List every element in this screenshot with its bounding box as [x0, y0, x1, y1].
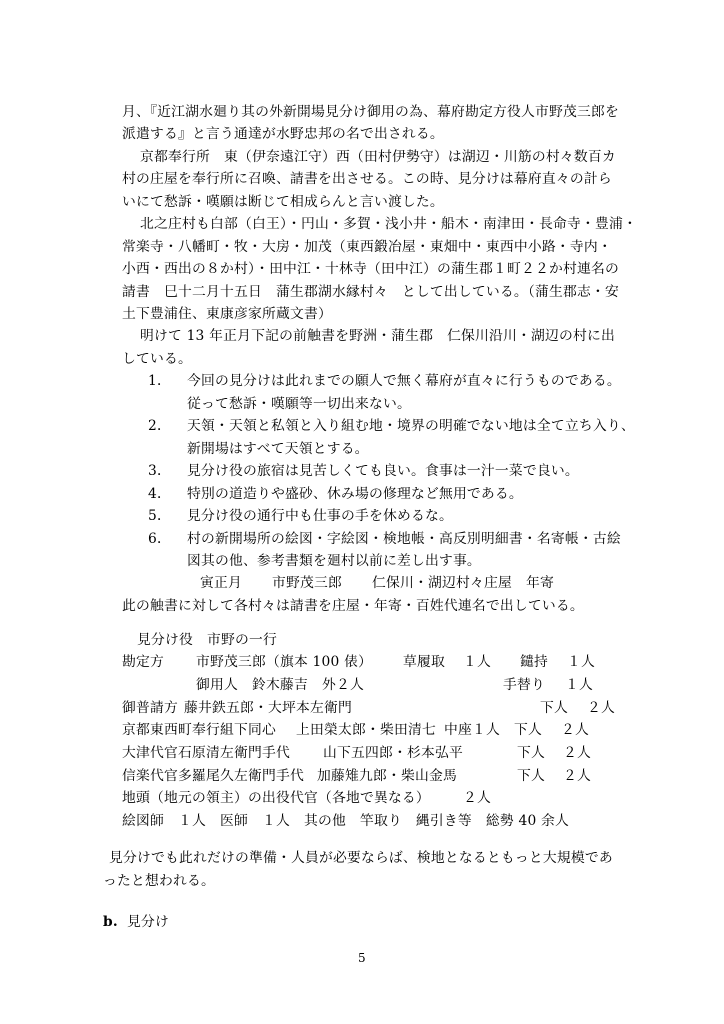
attendant-count: ２人 — [563, 768, 591, 784]
signature-sender: 市野茂三郎 — [272, 575, 342, 591]
text-line: ったと想われる。 — [103, 873, 215, 889]
notice-item-text: 今回の見分けは此れまでの願人で無く幕府が直々に行うものである。 — [187, 373, 621, 389]
text-line: 土下豊浦住、東康彦家所蔵文書） — [122, 306, 332, 322]
notice-item-text: 図其の他、参考書類を廻村以前に差し出す事。 — [187, 553, 481, 569]
party-members: 藤井鉄五郎・大坪本左衛門 — [184, 700, 352, 716]
text-line: 派遣する』と言う通達が水野忠邦の名で出される。 — [122, 126, 444, 142]
party-members: 御用人 鈴木藤吉 外２人 — [196, 677, 364, 693]
attendant-label: 下人 — [514, 722, 542, 738]
attendant-count: １人 — [567, 654, 595, 670]
notice-item-text: 特別の道造りや盛砂、休み場の修理など無用である。 — [187, 486, 523, 502]
text-line: 村の庄屋を奉行所に召喚、請書を出させる。この時、見分けは幕府直々の計ら — [122, 171, 612, 187]
notice-item-number: 2． — [148, 418, 171, 434]
attendant-label: 中座 — [444, 722, 472, 738]
attendant-label: 下人 — [517, 768, 545, 784]
notice-item-number: 3． — [148, 463, 171, 479]
section-label: b. — [103, 914, 118, 930]
text-line: 常楽寺・八幡町・牧・大房・加茂（東西鍛冶屋・東畑中・東西中小路・寺内・ — [122, 239, 612, 255]
text-line: 北之庄村も白部（白王）・円山・多賀・浅小井・船木・南津田・長命寺・豊浦・ — [140, 216, 637, 232]
party-members: 山下五四郎・杉本弘平 — [323, 745, 463, 761]
party-members: 上田榮太郎・柴田清七 — [296, 722, 436, 738]
attendant-count: １人 — [472, 722, 500, 738]
notice-response: 此の触書に対して各村々は請書を庄屋・年寄・百姓代連名で出している。 — [122, 598, 584, 614]
party-role: 京都東西町奉行組下同心 — [122, 722, 276, 738]
party-members: 市野茂三郎（旗本 100 俵） — [196, 654, 373, 670]
party-role: 地頭（地元の領主）の出役代官（各地で異なる） — [122, 790, 430, 806]
attendant-label: 手替り — [503, 677, 545, 693]
party-members: 加藤雉九郎・柴山金馬 — [317, 768, 457, 784]
text-line: 明けて 13 年正月下記の前触書を野洲・蒲生郡 仁保川沿川・湖辺の村に出 — [140, 328, 616, 344]
text-line: 月、『近江湖水廻り其の外新開場見分け御用の為、幕府勘定方役人市野茂三郎を — [122, 104, 619, 120]
attendant-label: 下人 — [517, 745, 545, 761]
attendant-label: 草履取 — [403, 654, 445, 670]
text-line: 小西・西出の８か村）・田中江・十林寺（田中江）の蒲生郡１町２２か村連名の — [122, 261, 619, 277]
text-line: いにて愁訴・嘆願は断じて相成らんと言い渡した。 — [122, 194, 444, 210]
attendant-label: 鑓持 — [520, 654, 548, 670]
attendant-count: １人 — [463, 654, 491, 670]
page-number: 5 — [358, 951, 366, 965]
notice-item-number: 6． — [148, 531, 171, 547]
attendant-count: ２人 — [563, 745, 591, 761]
attendant-label: 下人 — [540, 700, 568, 716]
notice-item-text: 見分け役の通行中も仕事の手を休めるな。 — [187, 508, 453, 524]
notice-item-text: 従って愁訴・嘆願等一切出来ない。 — [187, 396, 411, 412]
party-role: 大津代官石原清左衛門手代 — [122, 745, 290, 761]
attendant-count: ２人 — [587, 700, 615, 716]
notice-item-text: 見分け役の旅宿は見苦しくても良い。食事は一汁一菜で良い。 — [187, 463, 579, 479]
party-summary: 絵図師 １人 医師 １人 其の他 竿取り 縄引き等 総勢 40 余人 — [122, 813, 570, 829]
party-role: 御普請方 — [122, 700, 178, 716]
party-heading: 見分け役 市野の一行 — [137, 632, 277, 648]
signature-recipients: 仁保川・湖辺村々庄屋 年寄 — [372, 575, 554, 591]
party-role: 勘定方 — [122, 654, 164, 670]
party-role: 信楽代官多羅尾久左衛門手代 — [122, 768, 304, 784]
text-line: している。 — [122, 351, 192, 367]
attendant-count: ２人 — [561, 722, 589, 738]
section-title: 見分け — [127, 914, 169, 930]
notice-item-number: 5． — [148, 508, 171, 524]
notice-item-text: 新開場はすべて天領とする。 — [187, 441, 369, 457]
signature-date: 寅正月 — [200, 575, 242, 591]
text-line: 請書 巳十二月十五日 蒲生郡湖水縁村々 として出している。（蒲生郡志・安 — [122, 284, 619, 300]
notice-item-text: 天領・天領と私領と入り組む地・境界の明確でない地は全て立ち入り、 — [187, 418, 635, 434]
notice-item-text: 村の新開場所の絵図・字絵図・検地帳・高反別明細書・名寄帳・古絵 — [187, 531, 621, 547]
notice-item-number: 1． — [148, 373, 171, 389]
notice-item-number: 4． — [148, 486, 171, 502]
text-line: 見分けでも此れだけの準備・人員が必要ならば、検地となるともっと大規模であ — [109, 850, 613, 866]
attendant-count: ２人 — [463, 790, 491, 806]
attendant-count: １人 — [565, 677, 593, 693]
text-line: 京都奉行所 東（伊奈遠江守）西（田村伊勢守）は湖辺・川筋の村々数百カ — [140, 149, 616, 165]
